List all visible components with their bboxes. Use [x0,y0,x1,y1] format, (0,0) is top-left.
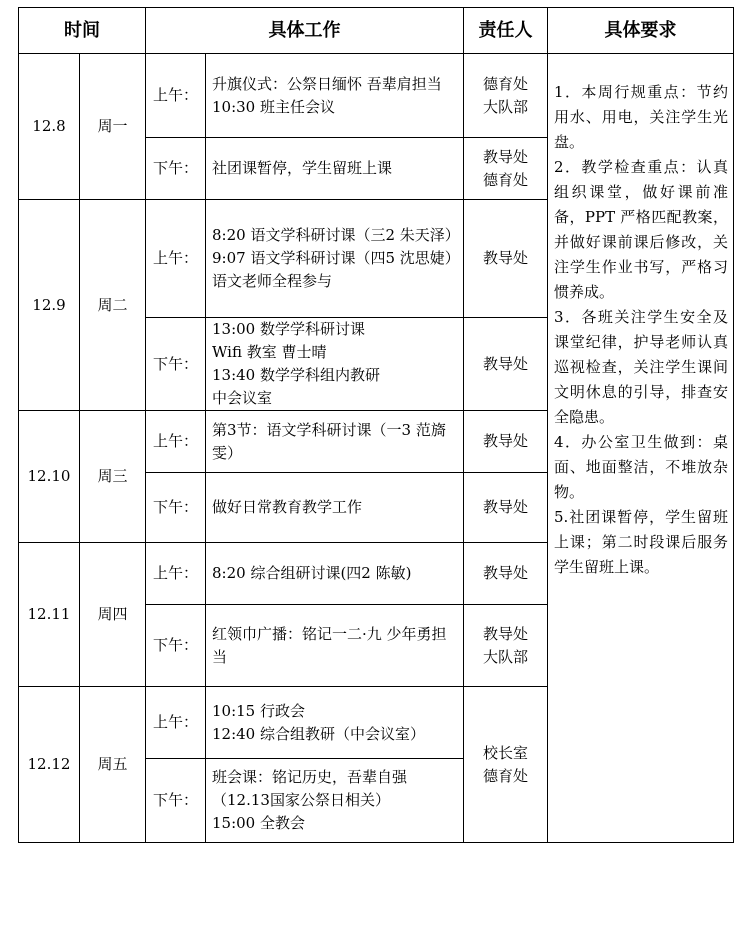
dept-line: 大队部 [482,97,528,116]
responsible-dept [464,138,548,200]
morning-work [206,687,464,759]
schedule-sheet [18,7,734,843]
dept-line: 大队部 [482,647,528,666]
day-row-am [19,54,734,138]
responsible-dept [464,318,548,411]
work-line: 红领巾广播：铭记一二·九 少年勇担当 [212,624,447,666]
responsible-dept [464,605,548,687]
morning-work [206,200,464,318]
dept-line: 教导处 [482,432,528,450]
dept-line: 教导处 [482,624,528,643]
work-line: 做好日常教育教学工作 [212,498,363,516]
dept-line: 教导处 [482,249,528,267]
dept-line: 教导处 [482,147,528,166]
afternoon-work [206,605,464,687]
work-line: 第3节：语文学科研讨课（一3 范旖雯） [212,420,446,462]
morning-label: 上午： [146,411,206,473]
requirement-item: 4．办公室卫生做到：桌面、地面整洁，不堆放杂物。 [554,433,728,501]
header-person: 责任人 [464,8,548,54]
dept-line: 教导处 [482,564,528,582]
afternoon-label: 下午： [146,318,206,411]
header-row [19,8,734,54]
date-cell: 12.8 [19,54,80,200]
responsible-dept [464,543,548,605]
work-line: 13:00 数学学科研讨课 [212,320,365,338]
requirement-item: 3．各班关注学生安全及课堂纪律，护导老师认真巡视检查，关注学生课间文明休息的引导，排查安全隐患。 [554,308,728,426]
work-line: Wifi 教室 曹士晴 [212,343,327,361]
work-line: 升旗仪式：公祭日缅怀 吾辈肩担当 [212,74,442,93]
work-line: 10:15 行政会 [212,701,305,720]
date-cell: 12.12 [19,687,80,843]
responsible-dept [464,411,548,473]
afternoon-label: 下午： [146,759,206,843]
afternoon-label: 下午： [146,138,206,200]
work-line: 8:20 综合组研讨课(四2 陈敏) [212,564,412,582]
header-requirements: 具体要求 [548,8,734,54]
responsible-dept [464,200,548,318]
date-cell: 12.9 [19,200,80,411]
work-line: 社团课暂停，学生留班上课 [212,159,393,177]
dept-line: 校长室 [482,743,528,762]
work-line: 中会议室 [212,389,273,407]
work-line: 12:40 综合组教研（中会议室） [212,724,425,743]
dept-line: 教导处 [482,354,528,373]
work-line: 10:30 班主任会议 [212,97,335,116]
weekday-cell: 周二 [80,200,146,411]
requirement-item: 2．教学检查重点：认真组织课堂，做好课前准备，PPT 严格匹配教案，并做好课前课后修改，关注学生作业书写，严格习惯养成。 [554,158,728,301]
morning-label: 上午： [146,687,206,759]
dept-line: 教导处 [482,498,528,516]
morning-work [206,411,464,473]
requirement-item: 5.社团课暂停，学生留班上课；第二时段课后服务学生留班上课。 [554,508,728,576]
morning-label: 上午： [146,54,206,138]
work-line: 13:40 数学学科组内教研 [212,366,380,384]
responsible-dept [464,54,548,138]
morning-work [206,54,464,138]
requirements-cell [548,54,734,843]
afternoon-work [206,318,464,411]
weekday-cell: 周一 [80,54,146,200]
weekly-schedule-table [18,7,734,843]
morning-label: 上午： [146,543,206,605]
header-time: 时间 [19,8,146,54]
morning-work [206,543,464,605]
work-line: （12.13国家公祭日相关） [212,791,390,809]
weekday-cell: 周四 [80,543,146,687]
dept-line: 德育处 [482,766,528,785]
work-line: 班会课：铭记历史，吾辈自强 [212,768,408,786]
date-cell: 12.10 [19,411,80,543]
dept-line: 德育处 [482,170,528,189]
responsible-dept [464,687,548,843]
afternoon-work [206,759,464,843]
weekday-cell: 周五 [80,687,146,843]
work-line: 语文老师全程参与 [212,272,333,290]
work-line: 15:00 全教会 [212,814,305,832]
dept-line: 德育处 [482,74,528,93]
requirement-item: 1．本周行规重点：节约用水、用电，关注学生光盘。 [554,83,728,151]
afternoon-work [206,138,464,200]
weekday-cell: 周三 [80,411,146,543]
afternoon-work [206,473,464,543]
afternoon-label: 下午： [146,473,206,543]
responsible-dept [464,473,548,543]
work-line: 9:07 语文学科研讨课（四5 沈思婕） [212,249,460,267]
work-line: 8:20 语文学科研讨课（三2 朱天泽） [212,226,460,244]
header-work: 具体工作 [146,8,464,54]
afternoon-label: 下午： [146,605,206,687]
date-cell: 12.11 [19,543,80,687]
morning-label: 上午： [146,200,206,318]
